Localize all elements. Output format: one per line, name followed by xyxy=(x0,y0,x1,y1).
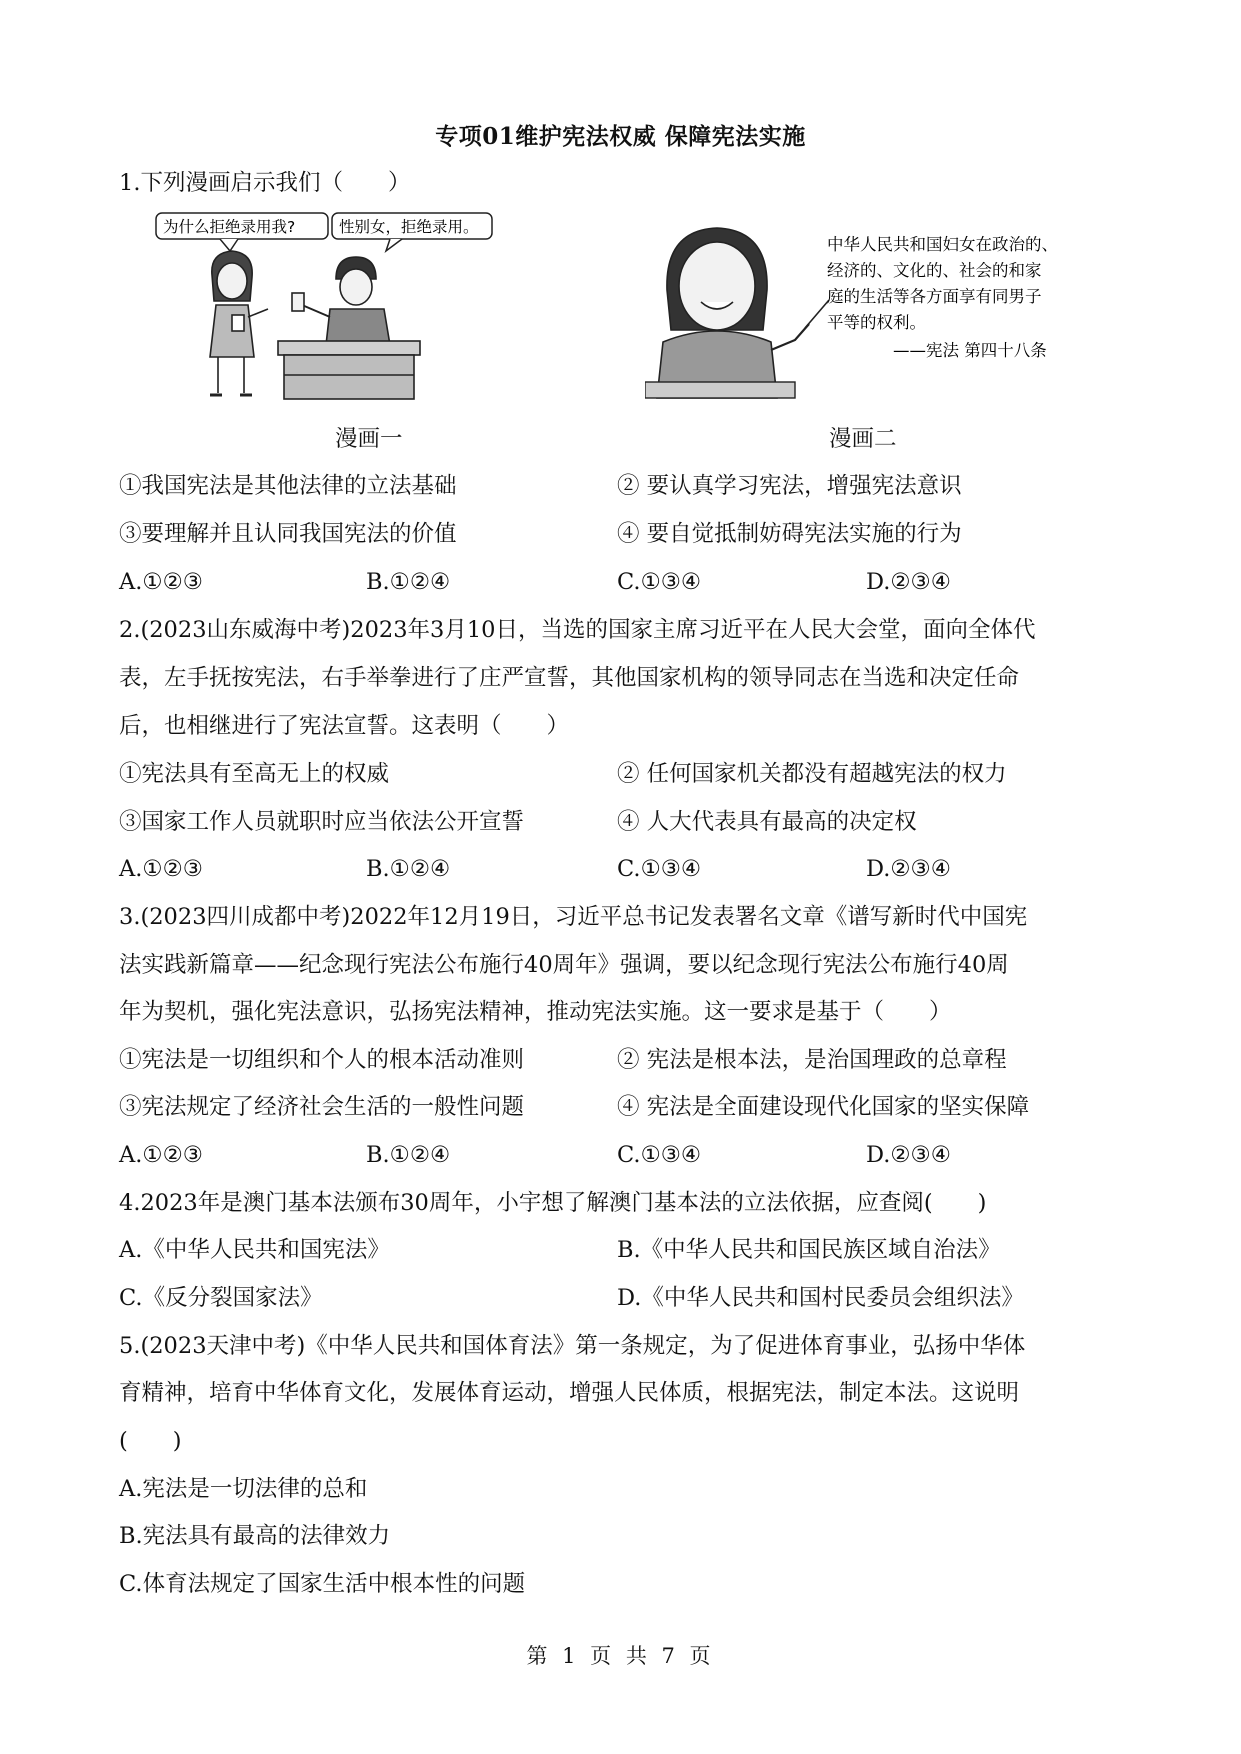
page-title: 专项01维护宪法权威 保障宪法实施 xyxy=(435,123,806,150)
q3-item-3: ③宪法规定了经济社会生活的一般性问题 xyxy=(119,1094,525,1120)
q4-stem: 4.2023年是澳门基本法颁布30周年，小宇想了解澳门基本法的立法依据，应查阅( ) xyxy=(119,1190,987,1216)
q1-item-4: ④ 要自觉抵制妨碍宪法实施的行为 xyxy=(617,521,962,547)
q3-choice-a: A.①②③ xyxy=(119,1142,203,1168)
q2-line-2: 表，左手抚按宪法，右手举拳进行了庄严宣誓，其他国家机构的领导同志在当选和决定任命 xyxy=(119,665,1020,691)
bubble-right-text: 性别女，拒绝录用。 xyxy=(339,218,479,236)
constitution-quote-source: ——宪法 第四十八条 xyxy=(893,341,1047,360)
q4-choice-c: C.《反分裂国家法》 xyxy=(119,1285,323,1311)
constitution-quote-line-4: 平等的权利。 xyxy=(827,313,926,332)
comic-one-image xyxy=(150,205,510,405)
q2-item-2: ② 任何国家机关都没有超越宪法的权力 xyxy=(617,761,1007,787)
q3-line-3: 年为契机，强化宪法意识，弘扬宪法精神，推动宪法实施。这一要求是基于（ ） xyxy=(119,999,952,1025)
q1-stem: 1.下列漫画启示我们（ ） xyxy=(119,170,411,196)
q2-item-4: ④ 人大代表具有最高的决定权 xyxy=(617,809,917,835)
constitution-quote-line-1: 中华人民共和国妇女在政治的、 xyxy=(827,235,1058,254)
man-figure xyxy=(292,257,390,345)
q5-line-2: 育精神，培育中华体育文化，发展体育运动，增强人民体质，根据宪法，制定本法。这说明 xyxy=(119,1380,1020,1406)
q1-item-3: ③要理解并且认同我国宪法的价值 xyxy=(119,521,457,547)
q2-choice-a: A.①②③ xyxy=(119,856,203,882)
q1-item-1: ①我国宪法是其他法律的立法基础 xyxy=(119,473,457,499)
q5-choice-b: B.宪法具有最高的法律效力 xyxy=(119,1523,391,1549)
q5-choice-a: A.宪法是一切法律的总和 xyxy=(119,1476,368,1502)
constitution-quote-line-3: 庭的生活等各方面享有同男子 xyxy=(827,287,1042,306)
q2-line-3: 后，也相继进行了宪法宣誓。这表明（ ） xyxy=(119,713,570,739)
q5-choice-c: C.体育法规定了国家生活中根本性的问题 xyxy=(119,1571,526,1597)
q4-choice-a: A.《中华人民共和国宪法》 xyxy=(119,1237,390,1263)
q2-choice-b: B.①②④ xyxy=(366,856,451,882)
q1-choice-b: B.①②④ xyxy=(366,569,451,595)
q3-line-2: 法实践新篇章——纪念现行宪法公布施行40周年》强调，要以纪念现行宪法公布施行40周 xyxy=(119,952,1009,978)
comic-one-caption: 漫画一 xyxy=(335,426,403,452)
q5-line-1: 5.(2023天津中考)《中华人民共和国体育法》第一条规定，为了促进体育事业，弘扬中华体 xyxy=(119,1333,1026,1359)
q3-item-1: ①宪法是一切组织和个人的根本活动准则 xyxy=(119,1047,525,1073)
q3-item-2: ② 宪法是根本法，是治国理政的总章程 xyxy=(617,1047,1007,1073)
comic-two-image xyxy=(645,220,1085,410)
comic-two-caption: 漫画二 xyxy=(829,426,897,452)
q3-line-1: 3.(2023四川成都中考)2022年12月19日，习近平总书记发表署名文章《谱写新时代中国宪 xyxy=(119,904,1028,930)
q3-item-4: ④ 宪法是全面建设现代化国家的坚实保障 xyxy=(617,1094,1030,1120)
q1-choice-a: A.①②③ xyxy=(119,569,203,595)
q3-choice-b: B.①②④ xyxy=(366,1142,451,1168)
q1-choice-d: D.②③④ xyxy=(866,569,951,595)
q2-item-1: ①宪法具有至高无上的权威 xyxy=(119,761,390,787)
q2-item-3: ③国家工作人员就职时应当依法公开宣誓 xyxy=(119,809,525,835)
q4-choice-d: D.《中华人民共和国村民委员会组织法》 xyxy=(617,1285,1024,1311)
q1-item-2: ② 要认真学习宪法，增强宪法意识 xyxy=(617,473,962,499)
constitution-quote-line-2: 经济的、文化的、社会的和家 xyxy=(827,261,1042,280)
q4-choice-b: B.《中华人民共和国民族区域自治法》 xyxy=(617,1237,1001,1263)
q3-choice-d: D.②③④ xyxy=(866,1142,951,1168)
teacher-figure xyxy=(657,228,829,398)
q2-choice-c: C.①③④ xyxy=(617,856,702,882)
q2-line-1: 2.(2023山东威海中考)2023年3月10日，当选的国家主席习近平在人民大会堂，面向全体代 xyxy=(119,617,1036,643)
q3-choice-c: C.①③④ xyxy=(617,1142,702,1168)
woman-figure xyxy=(210,251,268,395)
page-footer: 第 1 页 共 7 页 xyxy=(526,1644,715,1668)
q2-choice-d: D.②③④ xyxy=(866,856,951,882)
bubble-left-text: 为什么拒绝录用我? xyxy=(163,218,296,236)
lectern xyxy=(645,382,795,398)
desk xyxy=(278,341,420,399)
q1-choice-c: C.①③④ xyxy=(617,569,702,595)
q5-line-3: ( ) xyxy=(119,1428,182,1454)
